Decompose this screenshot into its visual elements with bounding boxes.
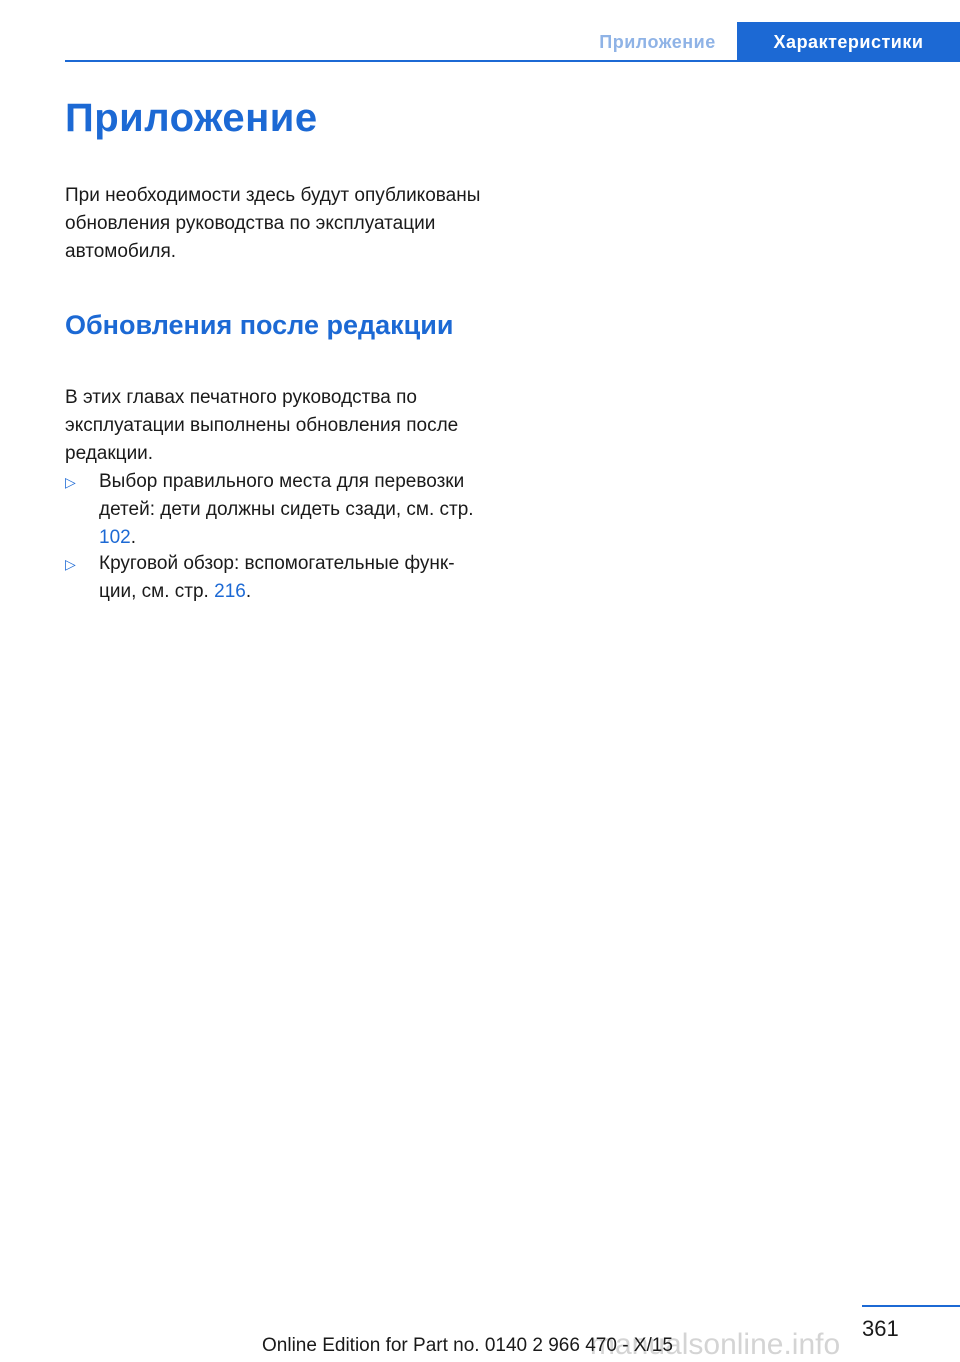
header-section-label[interactable]: Приложение (599, 31, 716, 52)
section-heading: Обновления после редакции (65, 310, 454, 340)
page-number: 361 (862, 1316, 899, 1341)
list-item (65, 468, 485, 552)
list-item-end: . (245, 581, 252, 602)
footer-rule (862, 1305, 960, 1307)
list-item-end: . (130, 527, 136, 548)
intro-paragraph: При необходимости здесь будут опубликованы обновления руководства по эксплуатации автомобиля. (65, 185, 481, 262)
edition-footer: Online Edition for Part no. 0140 2 966 470 - X/15 (262, 1335, 673, 1356)
list-item-text: Круговой обзор: вспомогательные функции, см. стр. (99, 553, 455, 602)
page-reference-link[interactable]: 216 (214, 581, 246, 602)
list-item-body (99, 550, 485, 606)
triangle-bullet-icon: ▷ (65, 556, 76, 572)
watermark: manualsonline.info (590, 1328, 841, 1361)
section-paragraph: В этих главах печатного руководства по эксплуатации выполнены обновления после редакции. (65, 387, 459, 464)
list-item (65, 550, 485, 606)
page-reference-link[interactable]: 102 (99, 527, 131, 548)
header-active-tab[interactable]: Характеристики (737, 22, 960, 62)
list-item-body (99, 468, 485, 552)
list-item-text: Выбор правильного места для перевозки детей: дети должны сидеть сзади, см. стр. (99, 471, 474, 520)
page-title: Приложение (65, 96, 318, 140)
triangle-bullet-icon: ▷ (65, 474, 76, 490)
